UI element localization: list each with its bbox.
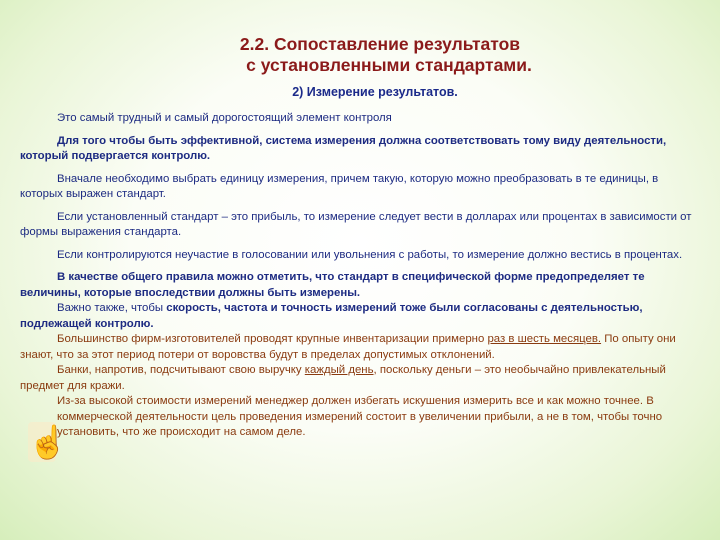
paragraph-4: Если установленный стандарт – это прибыль, то измерение следует вести в долларах или процентах в зависимости от формы выражения стандарта. — [20, 210, 692, 238]
title-line-2: с установленными стандартами. — [246, 55, 532, 75]
paragraph-8-underline: раз в шесть месяцев. — [487, 333, 602, 345]
subtitle: 2) Измерение результатов. — [292, 85, 458, 99]
paragraph-2: Для того чтобы быть эффективной, система измерения должна соответствовать тому виду деятельности, который подвергается контролю. — [20, 134, 667, 162]
paragraph-10: Из-за высокой стоимости измерений менеджер должен избегать искушения измерить все и как можно точнее. В коммерческой деятельности цель проведения измерений состоит в увеличении прибыли, а не в том, чтобы точно установить, что же происходит на самом деле. — [57, 395, 663, 438]
paragraph-3: Вначале необходимо выбрать единицу измерения, причем такую, которую можно преобразовать в те единицы, в которых выражен стандарт. — [20, 172, 659, 200]
paragraph-8-start: Большинство фирм-изготовителей проводят крупные инвентаризации примерно — [57, 333, 488, 345]
paragraph-8 — [20, 332, 696, 363]
paragraph-1: Это самый трудный и самый дорогостоящий элемент контроля — [57, 112, 392, 124]
paragraph-6: В качестве общего правила можно отметить, что стандарт в специфической форме предопределяет те величины, которые впоследствии должны быть измерены. — [20, 271, 645, 299]
paragraph-7-bold: скорость, частота и точность измерений тоже были согласованы с деятельностью, подлежащей контролю. — [20, 302, 643, 330]
paragraph-9-underline: каждый день — [304, 364, 374, 376]
paragraph-7 — [20, 301, 696, 332]
body-text — [20, 111, 696, 441]
paragraph-9 — [20, 363, 696, 394]
page-title — [0, 34, 720, 76]
paragraph-7-start: Важно также, чтобы — [57, 302, 167, 314]
paragraph-8-end: По опыту они знают, что за этот период потери от воровства будут в пределах допустимых отклонений. — [20, 333, 676, 361]
pointing-hand-icon: ☝ — [28, 424, 68, 460]
paragraph-9-end: , поскольку деньги – это необычайно привлекательный предмет для кражи. — [20, 364, 666, 392]
paragraph-9-start: Банки, напротив, подсчитывают свою выручку — [57, 364, 305, 376]
title-line-1: 2.2. Сопоставление результатов — [239, 34, 521, 54]
paragraph-5: Если контролируются неучастие в голосовании или увольнения с работы, то измерение должно вестись в процентах. — [57, 248, 683, 261]
